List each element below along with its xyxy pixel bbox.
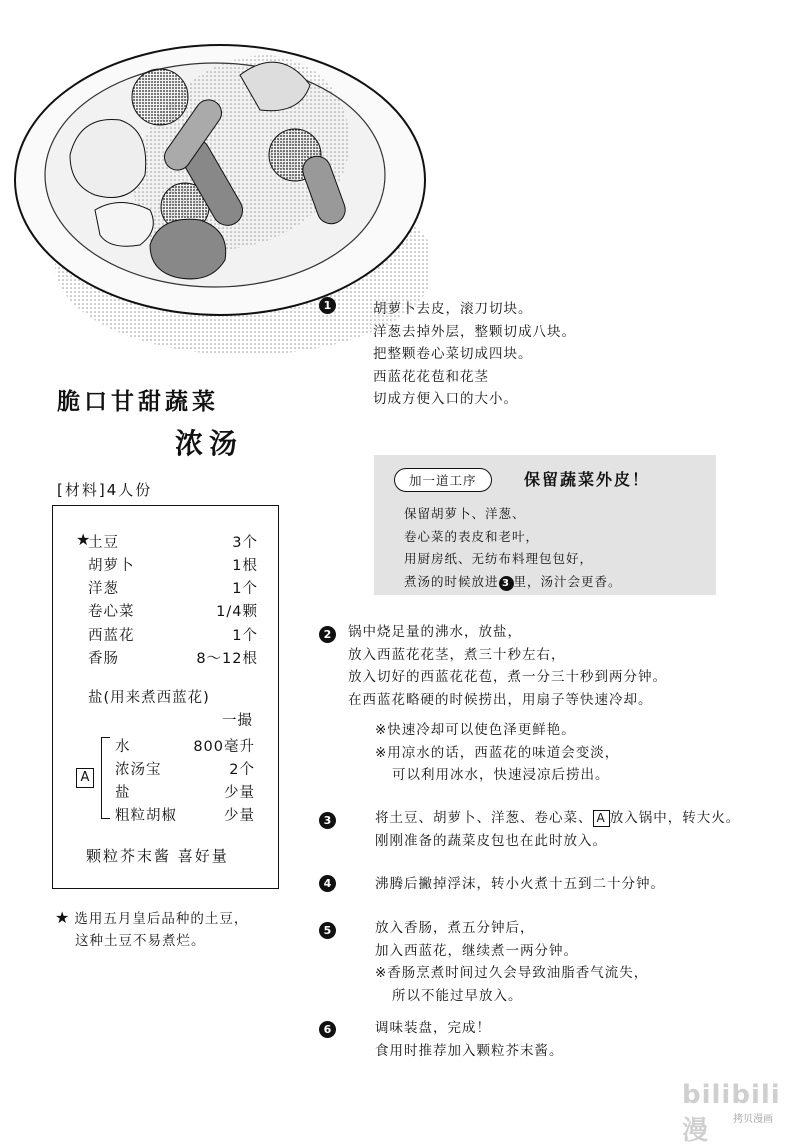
step-6-text <box>375 1017 564 1062</box>
tip-line-last <box>404 571 622 594</box>
materials-heading: [材料]4人份 <box>57 481 153 499</box>
step-line: 刚刚准备的蔬菜皮包也在此时放入。 <box>375 832 607 849</box>
ingredient-qty: 3个 <box>232 535 258 551</box>
ingredient-row <box>78 600 258 620</box>
ingredient-name: 香肠 <box>88 651 119 667</box>
step-line: 切成方便入口的大小。 <box>373 391 518 407</box>
salt-label: 盐(用来煮西蓝花) <box>88 690 210 706</box>
step-number: 3 <box>319 812 336 829</box>
step-ref-icon: 3 <box>499 576 514 591</box>
note-line: ※快速冷却可以使色泽更鲜艳。 <box>375 722 576 738</box>
step-line: 放入香肠，煮五分钟后， <box>375 920 535 936</box>
tip-last-post: 里，汤汁会更香。 <box>513 573 622 589</box>
ingredient-row <box>78 554 258 574</box>
recipe-title-line2: 浓汤 <box>175 427 244 460</box>
group-a-row <box>115 735 255 755</box>
step-3-post: 放入锅中，转大火。 <box>609 810 741 826</box>
step-line: 调味装盘，完成！ <box>375 1020 491 1036</box>
ingredient-qty: 8～12根 <box>196 651 258 667</box>
step-number: 4 <box>319 875 336 892</box>
step-line <box>375 807 740 830</box>
ingredient-qty: 1个 <box>232 628 258 644</box>
ingredient-qty: 少量 <box>224 808 255 824</box>
step-2-notes <box>375 719 619 787</box>
step-line: 西蓝花花苞和花茎 <box>373 368 489 385</box>
step-line: 食用时推荐加入颗粒芥末酱。 <box>375 1042 564 1059</box>
step-5-text <box>375 917 648 1007</box>
step-number: 6 <box>319 1021 336 1038</box>
ingredient-row <box>78 531 258 551</box>
group-a-row <box>115 804 255 824</box>
group-a-ref: A <box>593 810 610 827</box>
ingredient-name: 浓汤宝 <box>115 762 162 778</box>
step-3-text <box>375 807 740 852</box>
step-line: 沸腾后撇掉浮沫，转小火煮十五到二十分钟。 <box>375 876 665 892</box>
step-4-text <box>375 873 665 896</box>
ingredient-qty: 1个 <box>232 581 258 597</box>
step-line: 加入西蓝花，继续煮一两分钟。 <box>375 942 578 959</box>
salt-qty: 一撮 <box>222 713 253 729</box>
tip-line: 用厨房纸、无纺布料理包包好， <box>404 551 594 566</box>
step-line: 洋葱去掉外层，整颗切成八块。 <box>373 323 576 340</box>
step-line: 放入切好的西蓝花花苞，煮一分三十秒到两分钟。 <box>348 669 667 685</box>
ingredient-qty: 800毫升 <box>193 739 255 755</box>
ingredient-name: 卷心菜 <box>88 604 135 620</box>
ingredient-name: 粗粒胡椒 <box>115 808 177 824</box>
ingredient-name: 水 <box>115 739 131 755</box>
step-line: 在西蓝花略硬的时候捞出，用扇子等快速冷却。 <box>348 691 653 708</box>
tip-text <box>404 503 622 593</box>
tip-title: 保留蔬菜外皮！ <box>524 470 651 489</box>
star-icon: ★ <box>76 530 92 549</box>
step-line: 所以不能过早放入。 <box>392 987 523 1004</box>
group-a-row <box>115 781 255 801</box>
note-line: 可以利用冰水，快速浸凉后捞出。 <box>392 767 610 783</box>
step-number: 2 <box>319 626 336 643</box>
soup-bowl-illustration <box>10 15 430 375</box>
step-1-text <box>373 298 576 411</box>
footnote-line1: 选用五月皇后品种的土豆， <box>74 911 249 927</box>
step-2-text <box>348 621 667 711</box>
step-line: 胡萝卜去皮，滚刀切块。 <box>373 301 533 317</box>
group-bracket <box>101 737 110 819</box>
tip-line: 卷心菜的表皮和老叶， <box>404 528 540 544</box>
watermark-logo: bilibili漫 <box>682 1080 781 1146</box>
watermark-text: 拷贝漫画 <box>733 1114 773 1125</box>
step-line: 把整颗卷心菜切成四块。 <box>373 346 533 362</box>
ingredient-name: 胡萝卜 <box>88 558 135 574</box>
potato-footnote <box>55 907 248 952</box>
note-line: ※用凉水的话，西蓝花的味道会变淡， <box>375 744 620 761</box>
ingredient-qty: 少量 <box>224 785 255 801</box>
ingredient-qty: 2个 <box>229 762 255 778</box>
tip-line: 保留胡萝卜、洋葱、 <box>404 506 526 521</box>
ingredient-name: 土豆 <box>88 535 119 551</box>
star-icon: ★ <box>55 908 71 927</box>
ingredient-name: 盐 <box>115 785 131 801</box>
ingredient-qty: 1根 <box>232 558 258 574</box>
ingredient-row <box>78 624 258 644</box>
ingredient-name: 洋葱 <box>88 581 119 597</box>
tip-label: 加一道工序 <box>394 468 492 492</box>
tip-box <box>374 455 716 595</box>
step-number: 5 <box>319 922 336 939</box>
recipe-title-line1: 脆口甘甜蔬菜 <box>57 389 219 415</box>
group-a-row <box>115 758 255 778</box>
step-line: 放入西蓝花花茎，煮三十秒左右， <box>348 646 566 663</box>
step-line: ※香肠烹煮时间过久会导致油脂香气流失， <box>375 965 649 981</box>
ingredient-row <box>78 577 258 597</box>
mustard-line: 颗粒芥末酱 喜好量 <box>86 847 229 865</box>
group-a-label: A <box>76 768 94 788</box>
footnote-line2: 这种土豆不易煮烂。 <box>75 933 206 949</box>
step-number: 1 <box>319 297 336 314</box>
ingredient-name: 西蓝花 <box>88 628 135 644</box>
step-3-pre: 将土豆、胡萝卜、洋葱、卷心菜、 <box>375 810 593 826</box>
ingredient-row <box>78 647 258 667</box>
step-line: 锅中烧足量的沸水，放盐， <box>348 624 522 640</box>
tip-last-pre: 煮汤的时候放进 <box>404 573 499 589</box>
ingredient-qty: 1/4颗 <box>216 604 258 620</box>
